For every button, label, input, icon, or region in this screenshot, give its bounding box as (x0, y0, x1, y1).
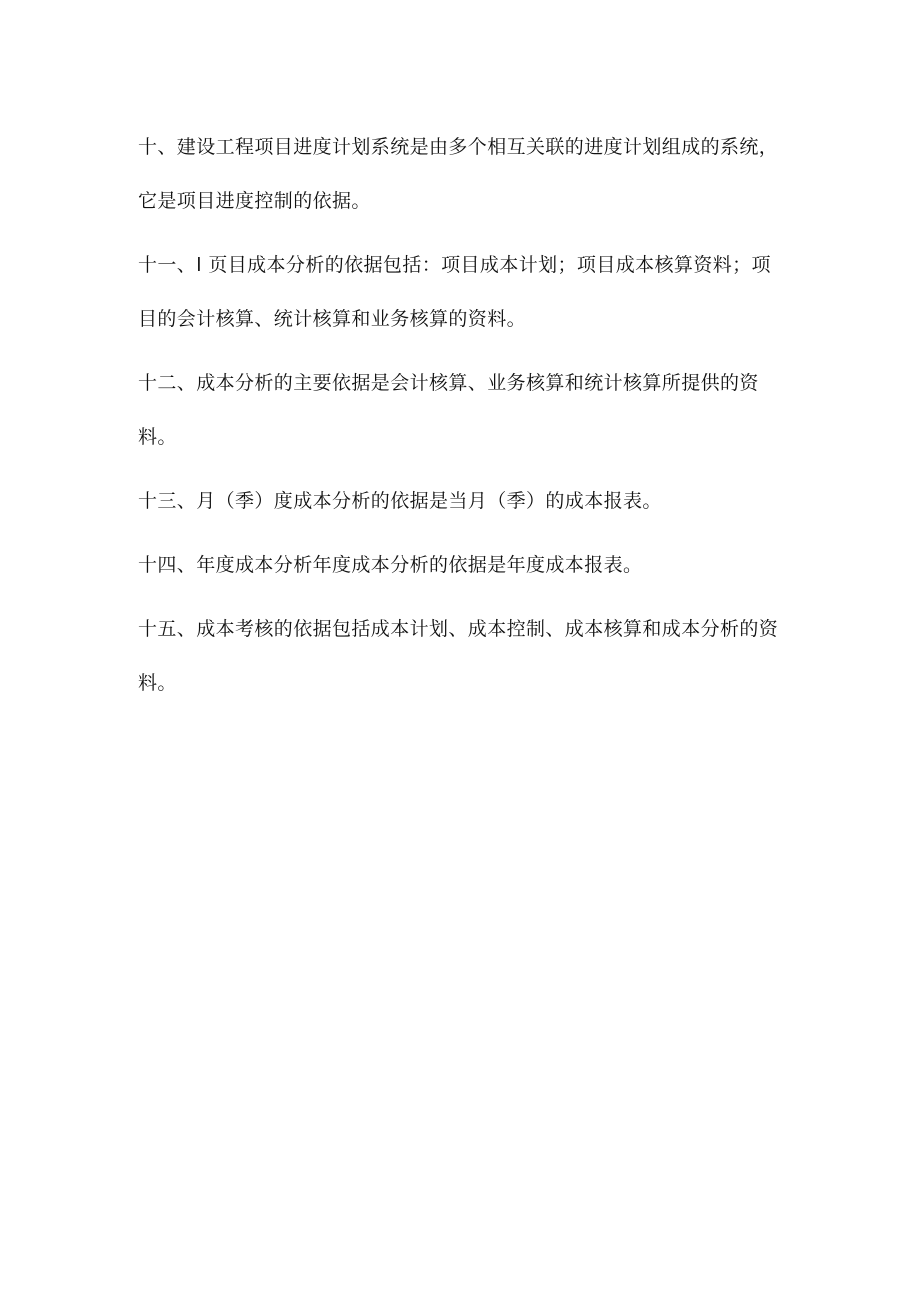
paragraph-15: 十五、成本考核的依据包括成本计划、成本控制、成本核算和成本分析的资料。 (138, 618, 779, 694)
document-body (138, 120, 788, 720)
paragraph-14: 十四、年度成本分析年度成本分析的依据是年度成本报表。 (138, 554, 643, 576)
paragraph-11: 十一、l 页目成本分析的依据包括：项目成本计划；项目成本核算资料；项目的会计核算、统计核算和业务核算的资料。 (138, 254, 771, 330)
paragraph-12: 十二、成本分析的主要依据是会计核算、业务核算和统计核算所提供的资料。 (138, 372, 759, 448)
paragraph-10: 十、建设工程项目进度计划系统是由多个相互关联的进度计划组成的系统，它是项目进度控制的依据。 (138, 136, 779, 212)
paragraph-13: 十三、月（季）度成本分析的依据是当月（季）的成本报表。 (138, 490, 662, 512)
